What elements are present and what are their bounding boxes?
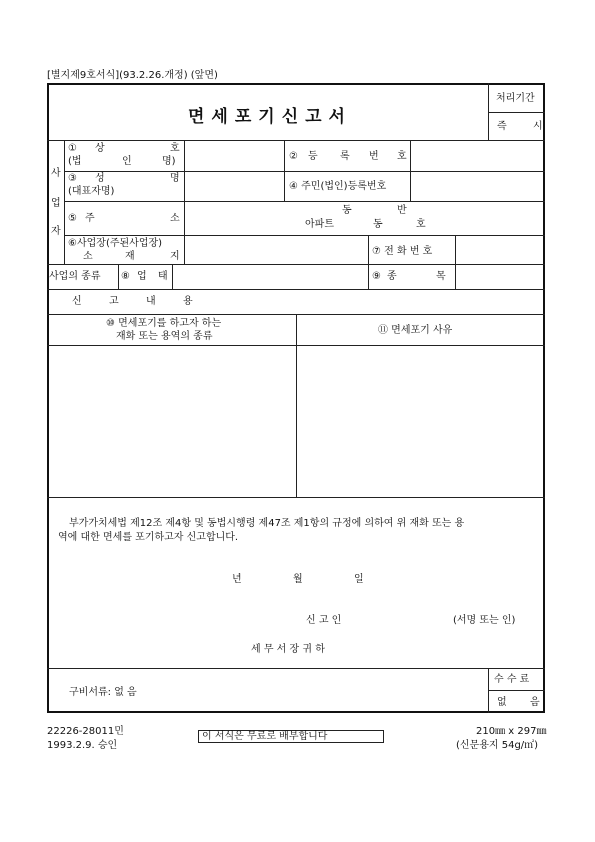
field-1-number: ① [68, 143, 77, 154]
address-dong: 동 [342, 205, 352, 216]
processing-divider [488, 112, 545, 113]
field-6-sub-c: 지 [170, 251, 180, 262]
business-kind-label: 사업의 종류 [49, 271, 101, 282]
address-apartment: 아파트 [305, 219, 334, 230]
form-reference: [별지제9호서식](93.2.26.개정) (앞면) [47, 70, 218, 81]
fee-col [488, 668, 489, 713]
field-1-sub-a: (법 [68, 156, 82, 167]
address-dong-2: 동 [373, 219, 383, 230]
field-11-label: ⑪ 면세포기 사유 [378, 325, 453, 336]
fee-divider [488, 690, 545, 691]
field-3-label-b: 명 [170, 173, 180, 184]
resident-number-value[interactable] [411, 172, 544, 200]
declaration-text-line1: 부가가치세법 제12조 제4항 및 동법시행령 제47조 제1항의 규정에 의하여 위 재화 또는 용 [69, 518, 465, 529]
side-label-3: 자 [51, 226, 61, 237]
col-a2 [284, 140, 285, 201]
field-1-sub-b: 인 [122, 156, 132, 167]
field-10-label-line1: ⑩ 면세포기를 하고자 하는 [106, 318, 222, 329]
rule-row8 [47, 497, 545, 498]
field-1-sub-c: 명) [162, 156, 176, 167]
business-type-value[interactable] [173, 265, 367, 288]
field-3-label-a: 성 [95, 173, 105, 184]
col-c1 [118, 264, 119, 289]
signature-label[interactable]: (서명 또는 인) [453, 615, 516, 626]
field-4-label: ④ 주민(법인)등록번호 [289, 181, 387, 192]
field-2-label-b: 록 [340, 151, 350, 162]
field-10-label-line2: 재화 또는 용역의 종류 [116, 331, 213, 342]
processing-value-1: 즉 [497, 121, 507, 132]
field-1-label-b: 호 [170, 143, 180, 154]
fee-value-b: 음 [530, 697, 540, 708]
field-3-number: ③ [68, 173, 77, 184]
date-month-label: 월 [293, 574, 303, 585]
field-8-label-a: 업 [137, 271, 147, 282]
field-9-number: ⑨ [372, 271, 381, 282]
approval-date: 1993.2.9. 승인 [47, 740, 118, 751]
business-item-value[interactable] [456, 265, 544, 288]
side-label-divider [64, 140, 65, 264]
waiver-reason-content[interactable] [297, 346, 544, 496]
col-b2 [368, 235, 369, 289]
content-label-3: 내 [146, 296, 156, 307]
business-name-value[interactable] [185, 141, 283, 170]
rule-row2 [64, 201, 545, 202]
field-6-label: ⑥사업장(주된사업장) [68, 238, 163, 249]
fee-value-a: 없 [497, 697, 507, 708]
phone-value[interactable] [456, 236, 544, 263]
exempt-goods-content[interactable] [48, 346, 295, 496]
free-distribution-notice: 이 서식은 무료로 배부합니다 [198, 730, 384, 743]
field-1-label-a: 상 [95, 143, 105, 154]
rule-row5 [47, 289, 545, 290]
field-9-label-a: 종 [387, 271, 397, 282]
paper-size: 210㎜ x 297㎜ [476, 726, 547, 737]
representative-name-value[interactable] [185, 172, 283, 200]
form-code: 22226-28011민 [47, 726, 124, 737]
field-6-sub-a: 소 [83, 251, 93, 262]
address-ban: 반 [397, 205, 407, 216]
registration-number-value[interactable] [411, 141, 544, 170]
content-label-2: 고 [109, 296, 119, 307]
content-label-4: 용 [183, 296, 193, 307]
field-8-label-b: 태 [158, 271, 168, 282]
field-6-sub-b: 재 [125, 251, 135, 262]
field-8-number: ⑧ [121, 271, 130, 282]
rule-row9 [47, 668, 545, 669]
field-2-label-a: 등 [308, 151, 318, 162]
form-title: 면세포기신고서 [188, 107, 352, 127]
date-year-label: 년 [232, 574, 242, 585]
field-7-label: ⑦ 전 화 번 호 [372, 246, 433, 257]
field-2-number: ② [289, 151, 298, 162]
addressee-label: 세 무 서 장 귀 하 [251, 644, 325, 655]
title-divider [488, 83, 489, 140]
field-9-label-b: 목 [436, 271, 446, 282]
side-label-1: 사 [51, 168, 61, 179]
field-5-number: ⑤ [68, 213, 77, 224]
fee-label: 수 수 료 [494, 674, 530, 685]
date-day-label: 일 [354, 574, 364, 585]
processing-value-2: 시 [533, 121, 543, 132]
reporter-label: 신 고 인 [306, 615, 342, 626]
required-documents: 구비서류: 없 음 [69, 687, 137, 698]
field-2-label-d: 호 [397, 151, 407, 162]
business-location-value[interactable] [185, 236, 367, 263]
field-2-label-c: 번 [369, 151, 379, 162]
address-ho: 호 [416, 219, 426, 230]
field-5-label-a: 주 [85, 213, 95, 224]
content-label-1: 신 [72, 296, 82, 307]
side-label-2: 업 [51, 198, 61, 209]
paper-type: (신문용지 54g/㎡) [456, 740, 539, 751]
declaration-text-line2: 역에 대한 면세를 포기하고자 신고합니다. [58, 532, 239, 543]
field-3-sub: (대표자명) [68, 186, 115, 197]
processing-label: 처리기간 [496, 93, 535, 104]
field-5-label-b: 소 [170, 213, 180, 224]
